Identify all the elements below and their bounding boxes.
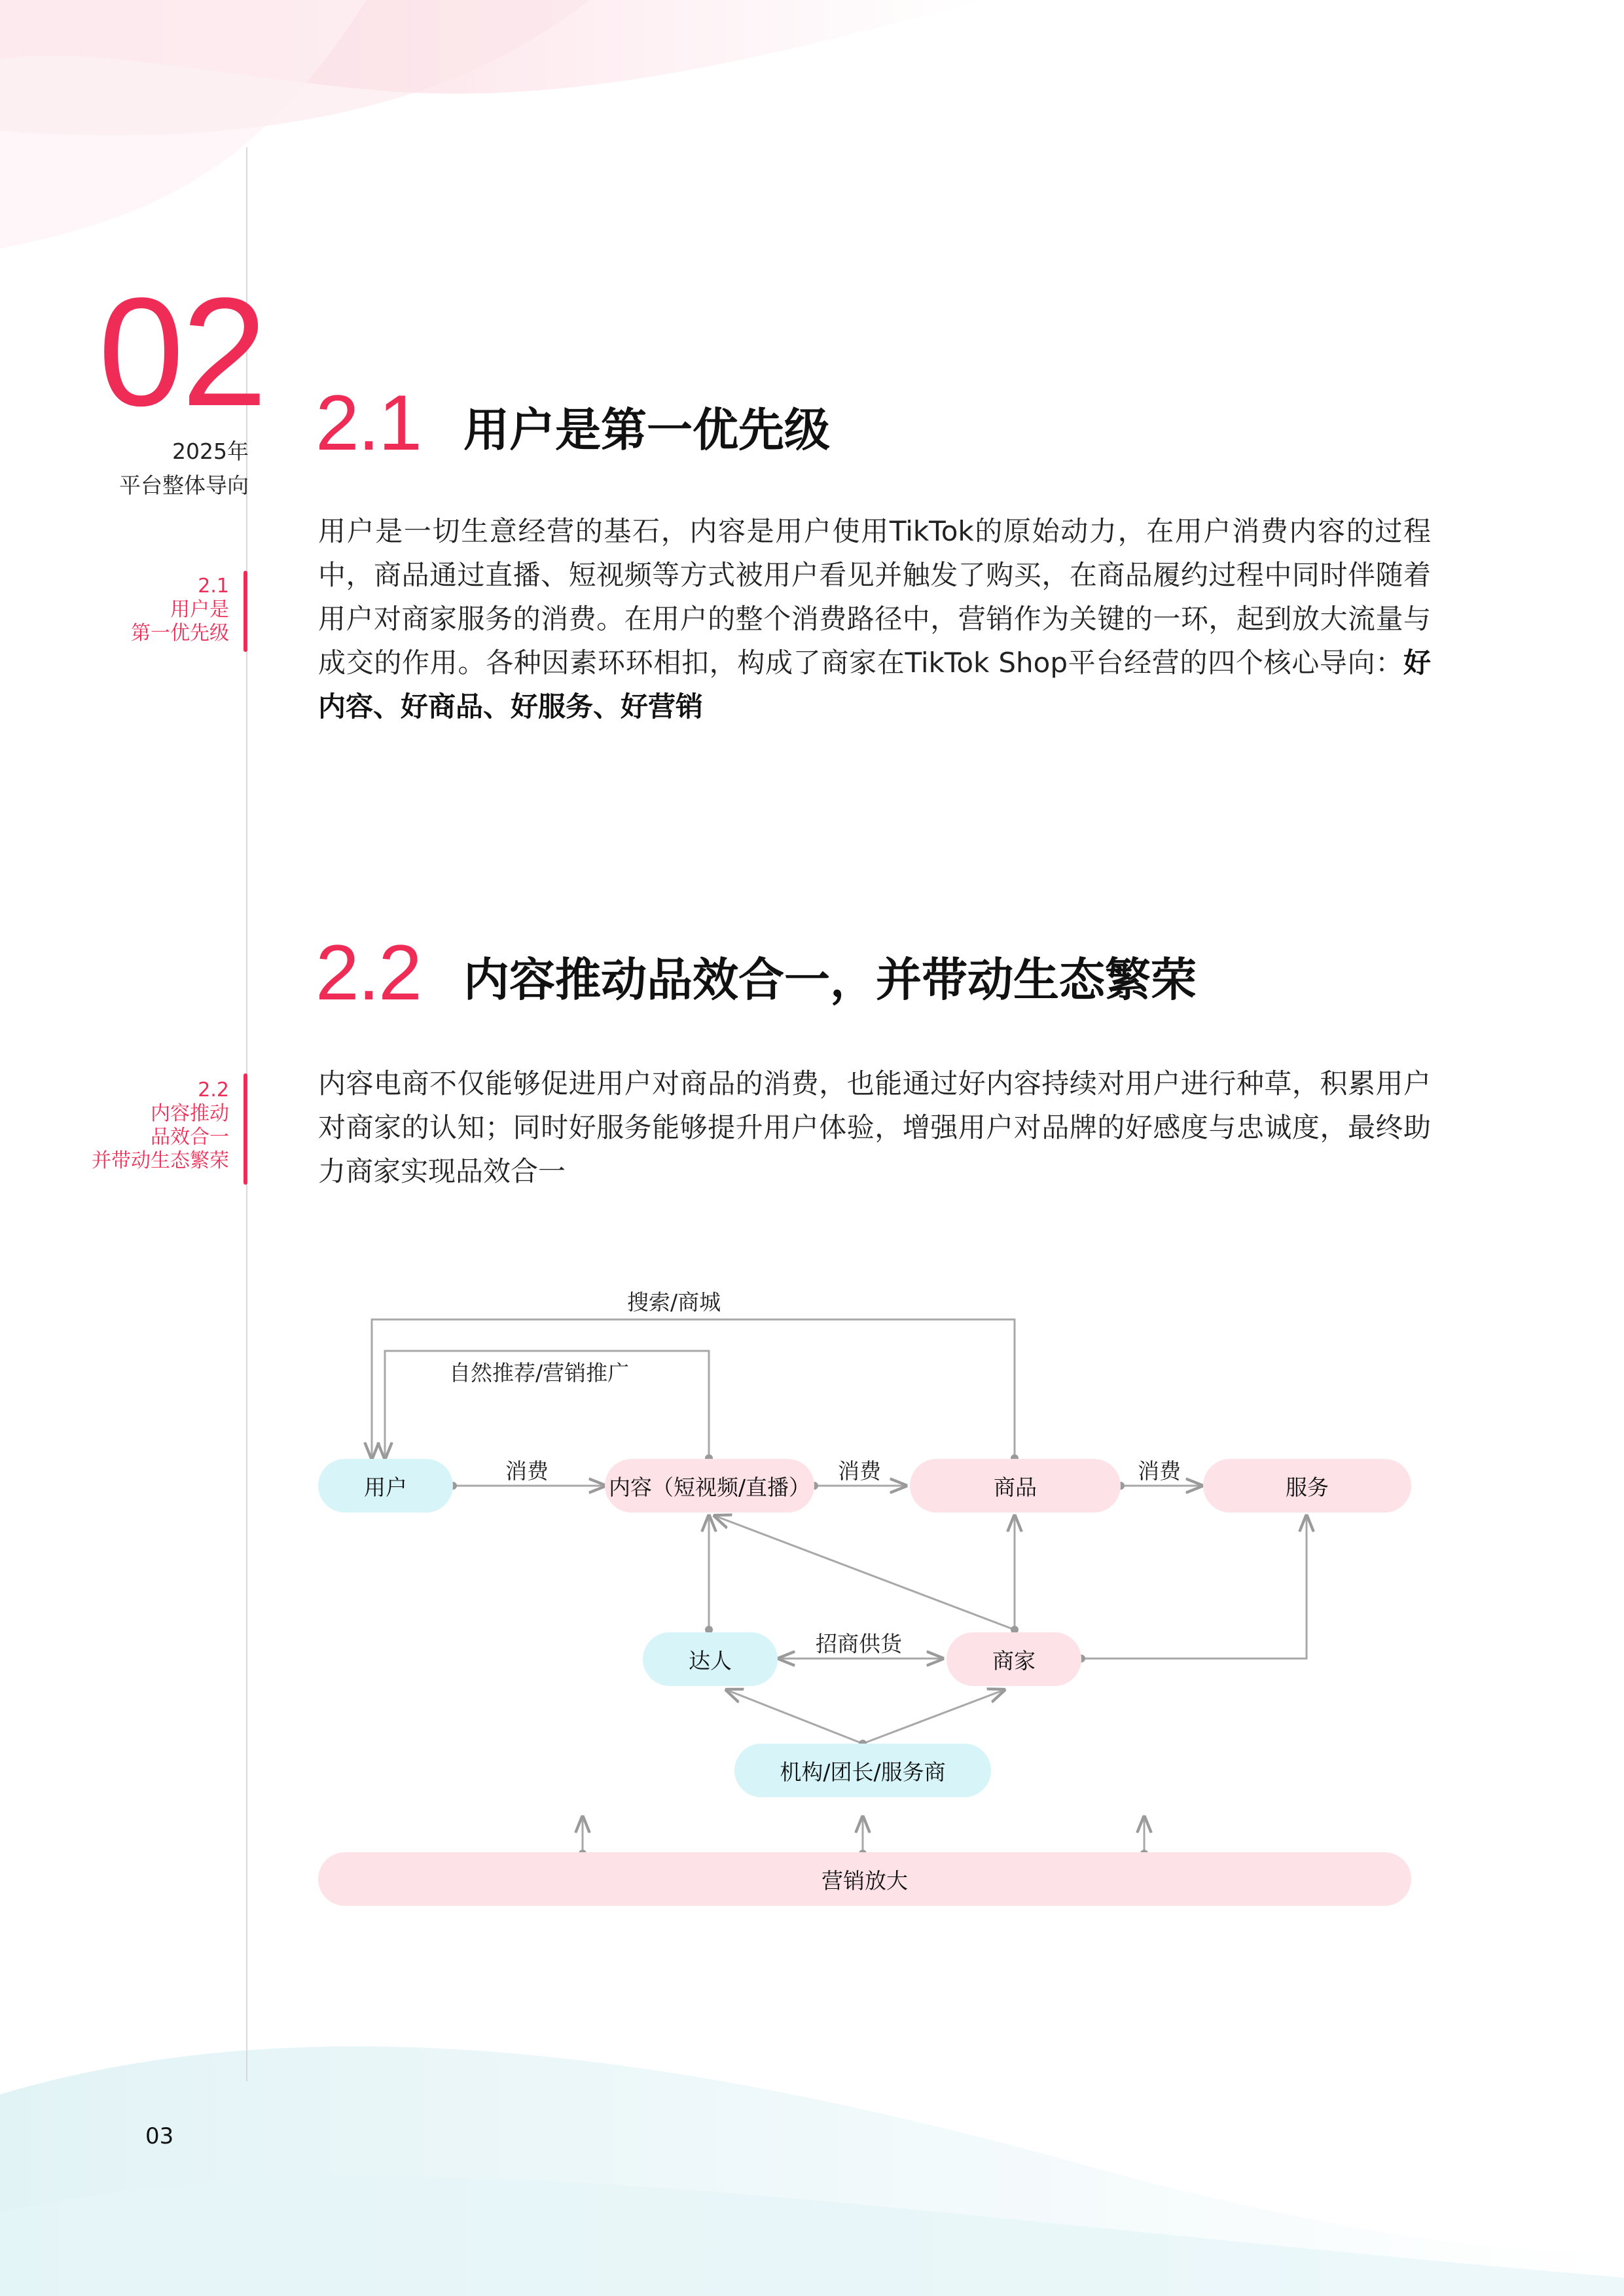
node-product: 商品 (910, 1459, 1121, 1513)
node-merchant: 商家 (947, 1632, 1081, 1686)
edge-label-search: 搜索/商城 (627, 1289, 721, 1315)
nav-item-2-1-line: 用户是 (170, 598, 229, 621)
page-number: 03 (145, 2123, 174, 2149)
node-agency: 机构/团长/服务商 (734, 1744, 991, 1797)
section-2-2-number: 2.2 (316, 929, 421, 1016)
section-2-2-body: 内容电商不仅能够促进用户对商品的消费，也能通过好内容持续对用户进行种草，积累用户对商家的认知；同时好服务能够提升用户体验，增强用户对品牌的好感度与忠诚度，最终助力商家实现品效合一 (318, 1067, 1431, 1187)
edge-label-consume: 消费 (505, 1458, 549, 1484)
chapter-name: 平台整体导向 (119, 473, 249, 498)
node-marketing: 营销放大 (318, 1852, 1411, 1906)
section-2-1-text: 用户是一切生意经营的基石，内容是用户使用TikTok的原始动力，在用户消费内容的过程中，商品通过直播、短视频等方式被用户看见并触发了购买，在商品履约过程中同时伴随着用户对商家服务的消费。在用户的整个消费路径中，营销作为关键的一环，起到放大流量与成交的作用。各种因素环环相扣，构成了商家在TikTok Shop平台经营的四个核心导向： (318, 515, 1431, 679)
node-content: 内容（短视频/直播） (605, 1459, 814, 1513)
edge-label-sourcing: 招商供货 (816, 1631, 902, 1657)
edge-merchant-content (715, 1516, 1015, 1630)
chapter-number: 02 (98, 266, 265, 439)
edge-merchant-service (1081, 1516, 1307, 1659)
edge-search-mall (372, 1319, 1015, 1458)
nav-item-2-2-line: 内容推动 (151, 1102, 229, 1125)
section-2-1-number: 2.1 (316, 379, 421, 467)
section-2-1-title: 用户是第一优先级 (463, 403, 830, 457)
node-service: 服务 (1203, 1459, 1411, 1513)
node-creator: 达人 (643, 1632, 778, 1686)
nav-item-2-1-line: 2.1 (198, 575, 229, 598)
chapter-year: 2025年 (172, 439, 249, 464)
nav-item-2-2-line: 并带动生态繁荣 (92, 1149, 229, 1172)
nav-item-2-2-line: 2.2 (198, 1079, 229, 1102)
edge-agency-creator (727, 1690, 863, 1744)
edge-label-recommend: 自然推荐/营销推广 (449, 1360, 630, 1386)
edge-label-consume: 消费 (1138, 1458, 1181, 1484)
section-2-2-title: 内容推动品效合一，并带动生态繁荣 (463, 953, 1197, 1007)
nav-item-2-1-line: 第一优先级 (131, 622, 229, 645)
section-2-1-emphasis: 好内容、好商品、好服务、好营销 (318, 647, 1431, 723)
node-user: 用户 (318, 1459, 453, 1513)
nav-item-2-2-line: 品效合一 (151, 1126, 229, 1149)
edge-label-consume: 消费 (838, 1458, 881, 1484)
edge-agency-merchant (863, 1690, 1004, 1744)
